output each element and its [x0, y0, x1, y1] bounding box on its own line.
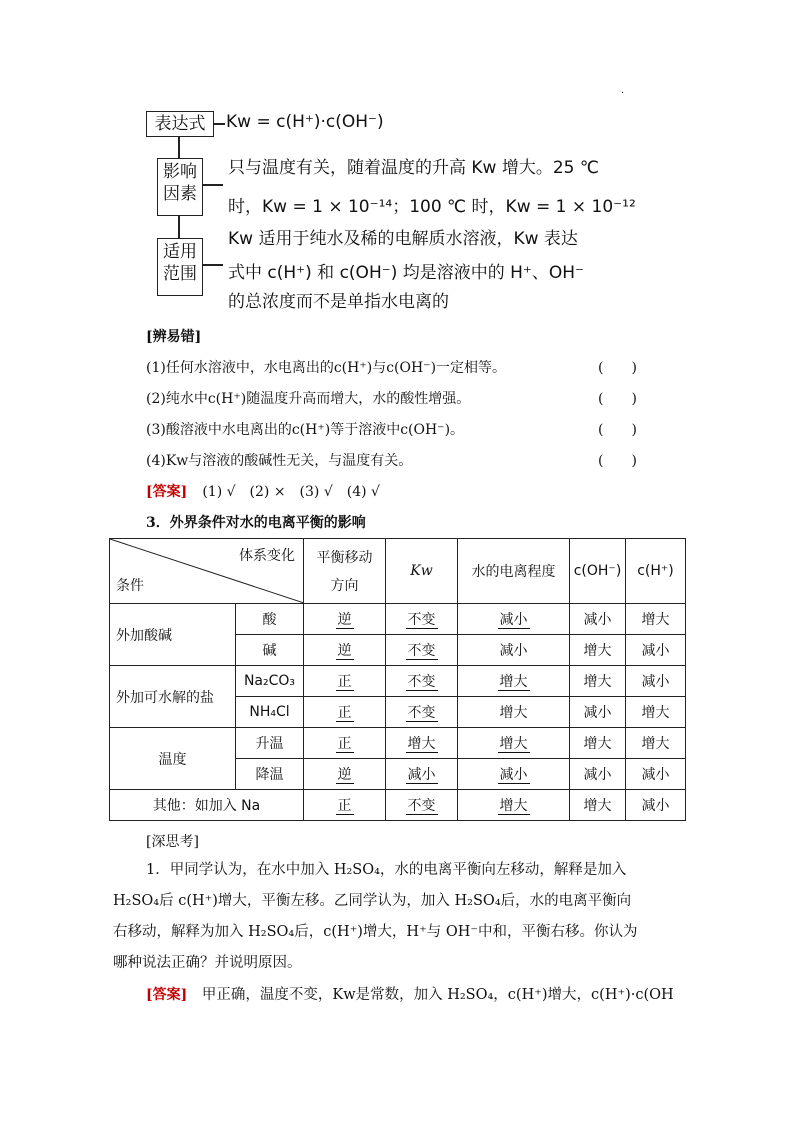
cell-direction: 正 — [337, 736, 352, 752]
header-system-change: 体系变化 — [239, 548, 295, 564]
cell-oh: 增大 — [570, 790, 626, 821]
cell-h: 减小 — [626, 666, 686, 697]
header-oh: c(OH⁻) — [570, 539, 626, 604]
row-condition: 降温 — [236, 759, 304, 790]
group-label: 温度 — [110, 728, 236, 790]
cell-oh: 减小 — [570, 697, 626, 728]
think-paragraph-line: H₂SO₄后 c(H⁺)增大，平衡左移。乙同学认为，加入 H₂SO₄后，水的电离平衡向 — [113, 893, 632, 909]
equilibrium-table — [109, 538, 686, 821]
scope-line3: 的总浓度而不是单指水电离的 — [228, 292, 449, 312]
stray-dot: · — [621, 88, 625, 99]
row-condition: NH₄Cl — [236, 697, 304, 728]
header-direction-line2: 方向 — [330, 578, 359, 594]
box-scope-line2: 范围 — [163, 264, 197, 284]
table-row — [110, 666, 686, 697]
cell-h: 减小 — [626, 790, 686, 821]
header-degree: 水的电离程度 — [458, 539, 570, 604]
cell-direction: 逆 — [337, 612, 352, 628]
cell-direction: 正 — [337, 705, 352, 721]
kw-expression: Kw = c(H⁺)·c(OH⁻) — [226, 112, 384, 132]
box-influence-line1: 影响 — [163, 162, 197, 182]
answer-text: 甲正确，温度不变，Kw是常数，加入 H₂SO₄，c(H⁺)增大，c(H⁺)·c(OH — [201, 987, 674, 1003]
cell-h: 减小 — [626, 635, 686, 666]
group-label: 外加可水解的盐 — [110, 666, 236, 728]
cell-direction: 正 — [337, 674, 352, 690]
header-direction — [304, 539, 386, 604]
connector-line — [203, 264, 223, 266]
cell-h: 增大 — [626, 697, 686, 728]
connector-line — [203, 184, 223, 186]
row-condition: 酸 — [236, 604, 304, 635]
quiz-title: [辨易错] — [146, 329, 202, 345]
cell-kw: 不变 — [407, 674, 436, 690]
cell-direction: 逆 — [337, 767, 352, 783]
cell-kw: 减小 — [407, 767, 436, 783]
header-h: c(H⁺) — [626, 539, 686, 604]
answer-label: [答案] — [146, 484, 188, 500]
think-answer — [146, 980, 674, 1011]
answer-text: (1) √ (2) × (3) √ (4) √ — [202, 484, 380, 500]
box-scope — [157, 238, 203, 296]
cell-oh: 增大 — [570, 666, 626, 697]
cell-oh: 减小 — [570, 759, 626, 790]
influence-line1: 只与温度有关，随着温度的升高 Kw 增大。25 ℃ — [228, 158, 599, 178]
cell-kw: 不变 — [407, 798, 436, 814]
row-condition: Na₂CO₃ — [236, 666, 304, 697]
box-influence — [157, 158, 203, 216]
cell-direction: 逆 — [337, 643, 352, 659]
cell-degree: 减小 — [499, 767, 528, 783]
influence-line2: 时，Kw = 1 × 10⁻¹⁴；100 ℃ 时，Kw = 1 × 10⁻¹² — [228, 197, 636, 217]
cell-oh: 减小 — [570, 604, 626, 635]
scope-line2: 式中 c(H⁺) 和 c(OH⁻) 均是溶液中的 H⁺、OH⁻ — [228, 263, 585, 283]
group-label: 外加酸碱 — [110, 604, 236, 666]
quiz-item: (1)任何水溶液中，水电离出的c(H⁺)与c(OH⁻)一定相等。 — [146, 360, 507, 376]
cell-oh: 增大 — [570, 635, 626, 666]
connector-line — [213, 123, 225, 125]
row-condition: 其他：如加入 Na — [110, 790, 304, 821]
answer-blank: ( ) — [598, 360, 637, 376]
header-condition: 条件 — [116, 578, 144, 594]
cell-kw: 不变 — [407, 612, 436, 628]
cell-h: 减小 — [626, 759, 686, 790]
think-paragraph-line: 1．甲同学认为，在水中加入 H₂SO₄，水的电离平衡向左移动，解释是加入 — [146, 862, 627, 878]
quiz-item: (3)酸溶液中水电离出的c(H⁺)等于溶液中c(OH⁻)。 — [146, 422, 465, 438]
cell-kw: 增大 — [407, 736, 436, 752]
box-expression: 表达式 — [146, 111, 214, 137]
table-row — [110, 728, 686, 759]
table-row — [110, 790, 686, 821]
cell-degree: 减小 — [458, 635, 570, 666]
answer-blank: ( ) — [598, 453, 637, 469]
cell-degree: 减小 — [499, 612, 528, 628]
diagonal-header-cell — [110, 539, 304, 604]
answer-blank: ( ) — [598, 391, 637, 407]
cell-degree: 增大 — [499, 798, 528, 814]
quiz-item: (4)Kw与溶液的酸碱性无关，与温度有关。 — [146, 453, 413, 469]
table-row — [110, 604, 686, 635]
header-kw: Kw — [386, 539, 458, 604]
quiz-item: (2)纯水中c(H⁺)随温度升高而增大，水的酸性增强。 — [146, 391, 471, 407]
connector-line — [178, 136, 180, 158]
section-title: 3．外界条件对水的电离平衡的影响 — [146, 515, 366, 531]
cell-degree: 增大 — [499, 674, 528, 690]
cell-oh: 增大 — [570, 728, 626, 759]
cell-h: 增大 — [626, 604, 686, 635]
answer-label: [答案] — [146, 987, 188, 1003]
think-paragraph-line: 右移动，解释为加入 H₂SO₄后，c(H⁺)增大，H⁺与 OH⁻中和，平衡右移。你认为 — [113, 924, 638, 940]
box-scope-line1: 适用 — [163, 242, 197, 262]
cell-kw: 不变 — [407, 643, 436, 659]
think-paragraph-line: 哪种说法正确？并说明原因。 — [113, 955, 302, 971]
row-condition: 碱 — [236, 635, 304, 666]
answer-blank: ( ) — [598, 422, 637, 438]
row-condition: 升温 — [236, 728, 304, 759]
think-title: [深思考] — [146, 834, 199, 850]
scope-line1: Kw 适用于纯水及稀的电解质水溶液，Kw 表达 — [228, 229, 578, 249]
cell-h: 增大 — [626, 728, 686, 759]
cell-degree: 增大 — [458, 697, 570, 728]
header-direction-line1: 平衡移动 — [316, 550, 373, 566]
cell-degree: 增大 — [499, 736, 528, 752]
box-influence-line2: 因素 — [163, 184, 197, 204]
cell-direction: 正 — [337, 798, 352, 814]
cell-kw: 不变 — [407, 705, 436, 721]
quiz-answer — [146, 481, 380, 501]
